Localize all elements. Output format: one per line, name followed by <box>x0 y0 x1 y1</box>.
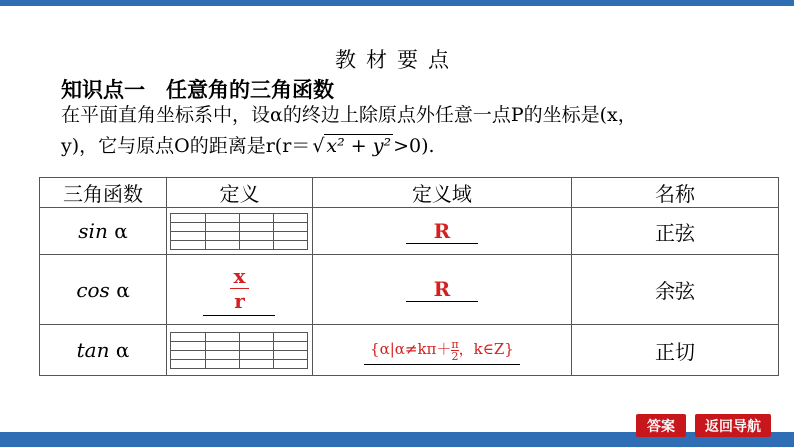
header-function: 三角函数 <box>40 178 167 208</box>
table-row-sin <box>40 208 779 255</box>
cos-definition-answer <box>203 264 275 316</box>
table-row-cos <box>40 255 779 325</box>
thumbnail-table <box>170 213 308 250</box>
cell-sin-name: 正弦 <box>571 208 778 255</box>
answer-button[interactable]: 答案 <box>636 414 686 437</box>
table-header-row <box>40 178 779 208</box>
cos-domain-answer: R <box>406 277 478 302</box>
cell-sin-function: sin α <box>40 208 167 255</box>
table-row-tan <box>40 325 779 376</box>
cell-cos-name: 余弦 <box>571 255 778 325</box>
sqrt-radicand: x² + y² <box>326 135 392 157</box>
cell-tan-function: tan α <box>40 325 167 376</box>
sqrt-expression: √ x² + y² <box>312 135 392 157</box>
cell-tan-name: 正切 <box>571 325 778 376</box>
header-definition: 定义 <box>167 178 313 208</box>
paragraph-line-2 <box>61 131 761 162</box>
tan-domain-answer: {α|α≠kπ＋ $\frac{\pi}{2}$ ，k∈Z} <box>364 338 520 365</box>
cell-tan-definition <box>167 325 313 376</box>
paragraph-line-2-start: y)，它与原点O的距离是r(r＝ <box>61 135 311 157</box>
cell-cos-definition <box>167 255 313 325</box>
cell-cos-function: cos α <box>40 255 167 325</box>
thumbnail-table <box>170 332 308 369</box>
back-to-nav-button[interactable]: 返回导航 <box>695 414 771 437</box>
sin-domain-answer: R <box>406 219 478 244</box>
definition-paragraph <box>61 100 761 162</box>
section-title: 知识点一 任意角的三角函数 <box>61 78 334 102</box>
cell-cos-domain <box>312 255 571 325</box>
header-name: 名称 <box>571 178 778 208</box>
cell-sin-definition <box>167 208 313 255</box>
top-accent-bar <box>0 0 794 6</box>
cell-tan-domain <box>312 325 571 376</box>
paragraph-line-1: 在平面直角坐标系中，设α的终边上除原点外任意一点P的坐标是(x， <box>61 104 637 126</box>
page-title: 教材要点 <box>335 48 459 72</box>
paragraph-line-2-end: >0). <box>393 135 435 157</box>
cos-fraction: $\frac{x}{r}$ <box>230 264 250 313</box>
cell-sin-domain <box>312 208 571 255</box>
trig-function-table <box>39 177 779 376</box>
header-domain: 定义域 <box>312 178 571 208</box>
